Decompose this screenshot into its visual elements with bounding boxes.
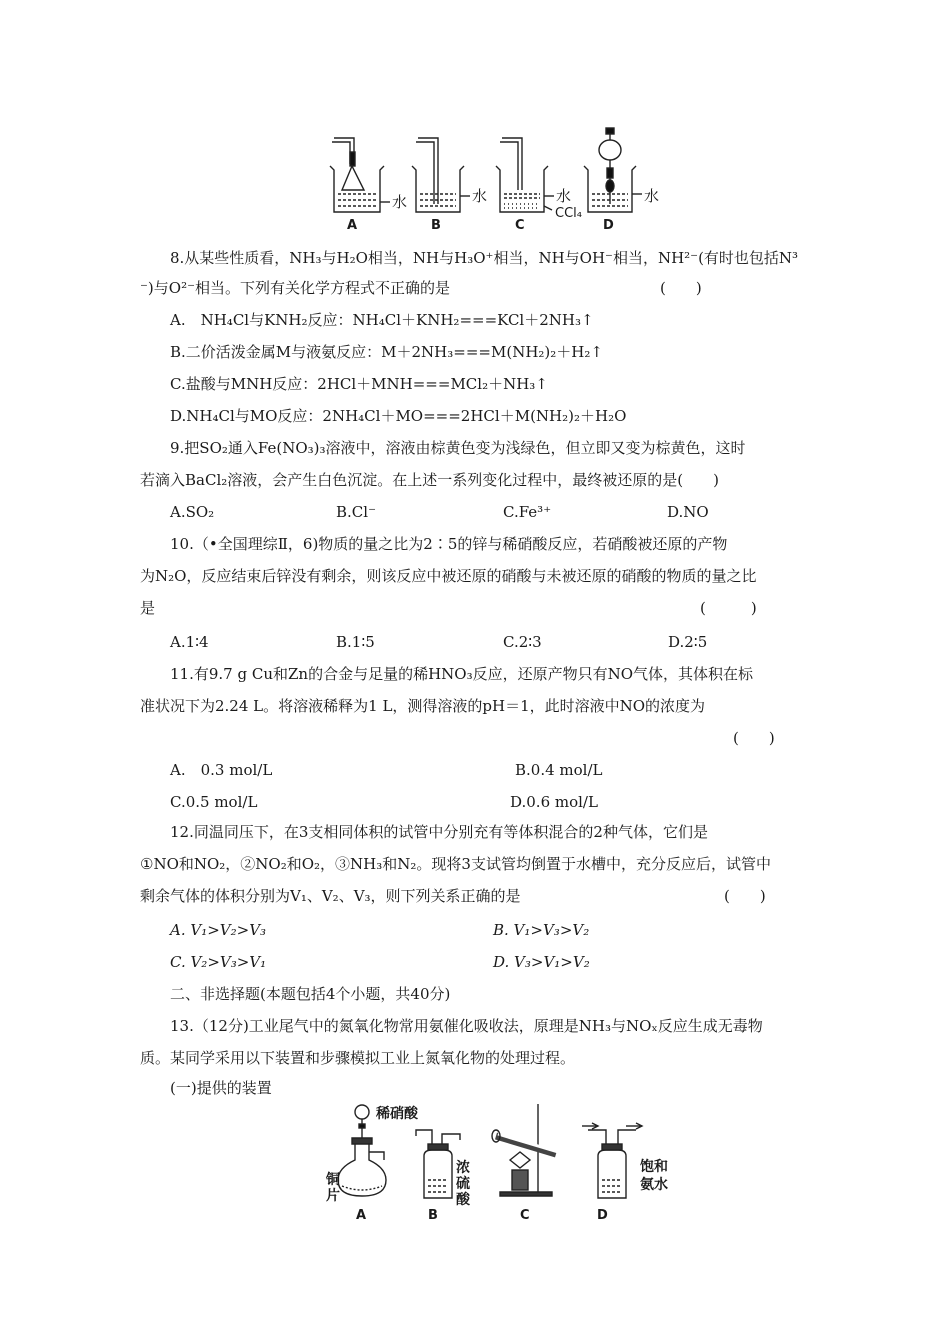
bottom-apparatus-figure — [320, 1100, 680, 1205]
q8-stem-line1: 8.从某些性质看，NH₃与H₂O相当，NH与H₃O⁺相当，NH与OH⁻相当，NH²⁻(有时也包括N³ — [170, 249, 799, 267]
q12-option-b: B. V₁>V₃>V₂ — [493, 921, 590, 939]
q9-option-d: D.NO — [667, 503, 709, 521]
fig-bottom-saturated-ammonia: 饱和氨水 — [640, 1159, 668, 1193]
fig-bottom-label-c: C — [520, 1208, 530, 1223]
q9-stem-line1: 9.把SO₂通入Fe(NO₃)₃溶液中，溶液由棕黄色变为浅绿色，但立即又变为棕黄色，这时 — [170, 439, 746, 457]
fig-bottom-label-a: A — [356, 1208, 367, 1223]
q11-option-d: D.0.6 mol/L — [510, 793, 598, 811]
q12-answer-paren: ( ) — [724, 887, 766, 905]
fig-top-label-d: D — [603, 218, 614, 233]
q8-answer-paren: ( ) — [660, 279, 702, 297]
q9-option-a: A.SO₂ — [170, 503, 215, 521]
q10-option-a: A.1∶4 — [170, 633, 209, 651]
fig-top-water-b: 水 — [472, 187, 488, 205]
q9-option-b: B.Cl⁻ — [336, 503, 376, 521]
q8-option-c: C.盐酸与MNH反应：2HCl＋MNH===MCl₂＋NH₃↑ — [170, 375, 548, 393]
q9-stem-line2: 若滴入BaCl₂溶液，会产生白色沉淀。在上述一系列变化过程中，最终被还原的是( ) — [140, 471, 719, 489]
fig-bottom-conc-sulfuric-acid: 浓硫酸 — [456, 1160, 470, 1208]
fig-bottom-label-d: D — [597, 1208, 608, 1223]
fig-bottom-dilute-nitric-acid: 稀硝酸 — [376, 1106, 418, 1122]
q10-stem-line3: 是 — [140, 599, 156, 617]
q13-stem-line1: 13.（12分)工业尾气中的氮氧化物常用氨催化吸收法，原理是NH₃与NOₓ反应生成无毒物 — [170, 1017, 763, 1035]
q12-option-d: D. V₃>V₁>V₂ — [493, 953, 590, 971]
q10-stem-line2: 为N₂O，反应结束后锌没有剩余，则该反应中被还原的硝酸与未被还原的硝酸的物质的量之比 — [140, 567, 757, 585]
fig-top-ccl4: CCl₄ — [555, 206, 582, 221]
q8-stem-line2: ⁻)与O²⁻相当。下列有关化学方程式不正确的是 — [140, 279, 450, 297]
fig-bottom-copper: 铜片 — [326, 1172, 340, 1204]
q13-sub-heading: (一)提供的装置 — [170, 1079, 272, 1097]
q12-stem-line3: 剩余气体的体积分别为V₁、V₂、V₃，则下列关系正确的是 — [140, 887, 521, 905]
q8-option-d: D.NH₄Cl与MO反应：2NH₄Cl＋MO===2HCl＋M(NH₂)₂＋H₂O — [170, 407, 627, 425]
q9-option-c: C.Fe³⁺ — [503, 503, 552, 521]
fig-top-water-a: 水 — [392, 193, 408, 211]
q8-option-b: B.二价活泼金属M与液氨反应：M＋2NH₃===M(NH₂)₂＋H₂↑ — [170, 343, 603, 361]
q11-answer-paren: ( ) — [733, 729, 775, 747]
q12-stem-line2: ①NO和NO₂，②NO₂和O₂，③NH₃和N₂。现将3支试管均倒置于水槽中，充分反应后，试管中 — [140, 855, 771, 873]
q10-option-d: D.2∶5 — [668, 633, 708, 651]
fig-top-label-c: C — [515, 218, 525, 233]
q10-option-b: B.1∶5 — [336, 633, 375, 651]
q12-option-c: C. V₂>V₃>V₁ — [170, 953, 267, 971]
q10-answer-paren: ( ) — [700, 599, 757, 617]
q10-option-c: C.2∶3 — [503, 633, 542, 651]
q11-option-a: A. 0.3 mol/L — [170, 761, 273, 779]
q13-stem-line2: 质。某同学采用以下装置和步骤模拟工业上氮氧化物的处理过程。 — [140, 1049, 576, 1067]
q12-option-a: A. V₁>V₂>V₃ — [170, 921, 267, 939]
section-heading: 二、非选择题(本题包括4个小题，共40分) — [170, 985, 451, 1003]
q11-option-c: C.0.5 mol/L — [170, 793, 258, 811]
fig-bottom-label-b: B — [428, 1208, 438, 1223]
fig-top-label-b: B — [431, 218, 441, 233]
q12-stem-line1: 12.同温同压下，在3支相同体积的试管中分别充有等体积混合的2种气体，它们是 — [170, 823, 708, 841]
q8-option-a: A. NH₄Cl与KNH₂反应：NH₄Cl＋KNH₂===KCl＋2NH₃↑ — [170, 311, 594, 329]
q11-stem-line2: 准状况下为2.24 L。将溶液稀释为1 L，测得溶液的pH＝1，此时溶液中NO的浓度为 — [140, 697, 706, 715]
fig-top-water-c: 水 — [556, 187, 572, 205]
fig-top-label-a: A — [347, 218, 358, 233]
fig-top-water-d: 水 — [644, 187, 660, 205]
q11-stem-line1: 11.有9.7 g Cu和Zn的合金与足量的稀HNO₃反应，还原产物只有NO气体，其体积在标 — [170, 665, 754, 683]
q10-stem-line1: 10.（•全国理综Ⅱ，6)物质的量之比为2∶5的锌与稀硝酸反应，若硝酸被还原的产物 — [170, 535, 728, 553]
apparatus-diagram — [320, 1100, 680, 1205]
q11-option-b: B.0.4 mol/L — [515, 761, 603, 779]
